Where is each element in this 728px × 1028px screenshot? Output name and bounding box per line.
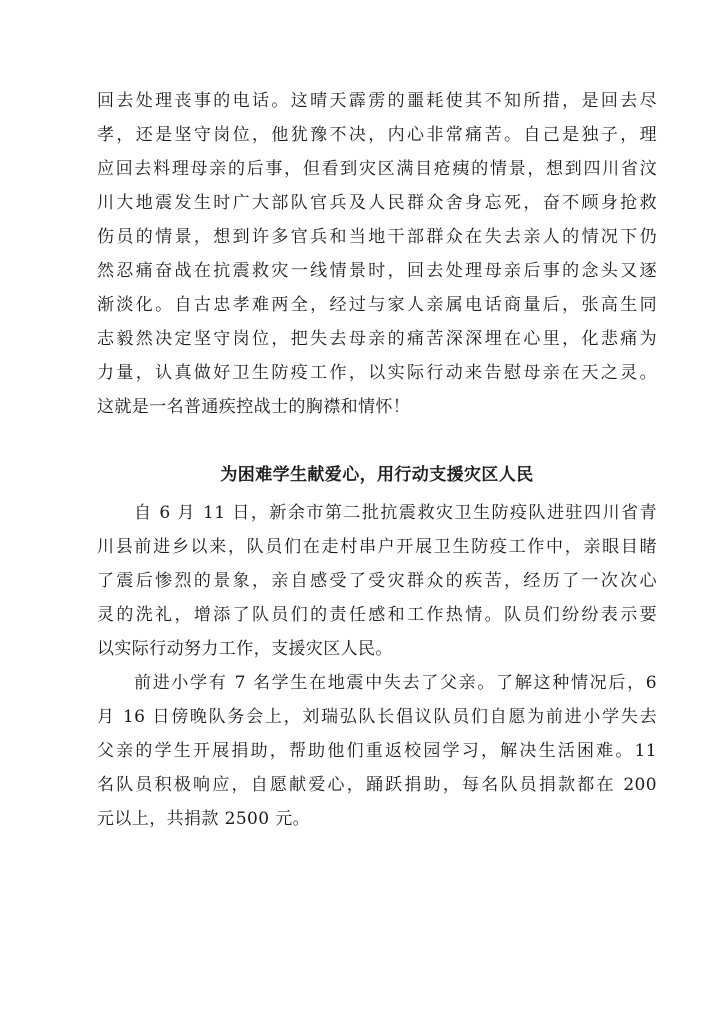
body-text-line: 力量，认真做好卫生防疫工作，以实际行动来告慰母亲在天之灵。: [97, 363, 657, 383]
body-text-line: 渐淡化。自古忠孝难两全，经过与家人亲属电话商量后，张高生同: [97, 295, 657, 315]
body-text-line: 孝，还是坚守岗位，他犹豫不决，内心非常痛苦。自己是独子，理: [97, 125, 657, 145]
section-heading: 为困难学生献爱心，用行动支援灾区人民: [220, 465, 534, 485]
body-text-line: 了震后惨烈的景象，亲自感受了受灾群众的疾苦，经历了一次次心: [97, 571, 657, 591]
body-text-line: 月 16 日傍晚队务会上，刘瑞弘队长倡议队员们自愿为前进小学失去: [97, 707, 657, 727]
body-text-line: 名队员积极响应，自愿献爱心，踊跃捐助，每名队员捐款都在 200: [97, 775, 657, 795]
body-text-line: 元以上，共捐款 2500 元。: [97, 809, 311, 829]
body-text-line: 川大地震发生时广大部队官兵及人民群众舍身忘死，奋不顾身抢救: [97, 193, 657, 213]
body-text-line: 自 6 月 11 日，新余市第二批抗震救灾卫生防疫队进驻四川省青: [134, 503, 657, 523]
body-text-line: 前进小学有 7 名学生在地震中失去了父亲。了解这种情况后，6: [134, 673, 657, 693]
body-text-line: 回去处理丧事的电话。这晴天霹雳的噩耗使其不知所措，是回去尽: [97, 91, 657, 111]
body-text-line: 灵的洗礼，增添了队员们的责任感和工作热情。队员们纷纷表示要: [97, 605, 657, 625]
body-text-line: 川县前进乡以来，队员们在走村串户开展卫生防疫工作中，亲眼目睹: [97, 537, 657, 557]
body-text-line: 这就是一名普通疾控战士的胸襟和情怀！: [97, 397, 411, 417]
body-text-line: 父亲的学生开展捐助，帮助他们重返校园学习，解决生活困难。11: [97, 741, 657, 761]
body-text-line: 应回去料理母亲的后事，但看到灾区满目疮痍的情景，想到四川省汶: [97, 159, 657, 179]
body-text-line: 然忍痛奋战在抗震救灾一线情景时，回去处理母亲后事的念头又逐: [97, 261, 657, 281]
body-text-line: 以实际行动努力工作，支援灾区人民。: [97, 639, 393, 659]
body-text-line: 伤员的情景，想到许多官兵和当地干部群众在失去亲人的情况下仍: [97, 227, 657, 247]
body-text-line: 志毅然决定坚守岗位，把失去母亲的痛苦深深埋在心里，化悲痛为: [97, 329, 657, 349]
